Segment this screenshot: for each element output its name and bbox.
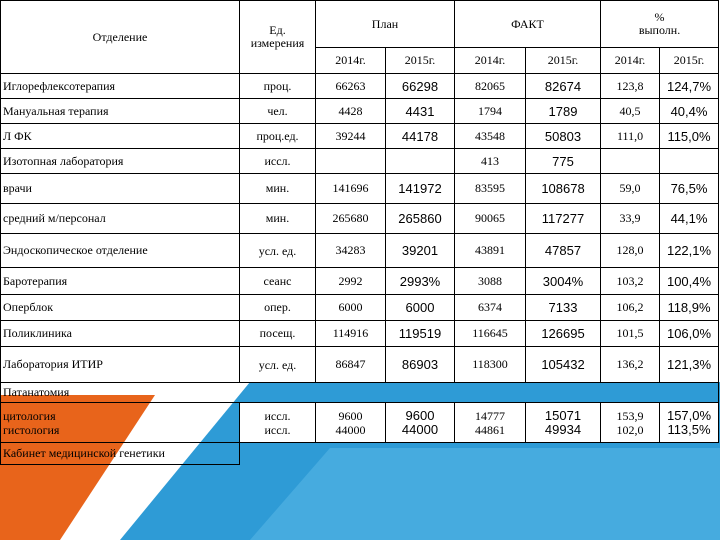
fact-2014-cell: 43891 — [455, 234, 526, 268]
fact-2015-header: 2015г. — [526, 48, 601, 74]
fact-2015-cell: 1789 — [526, 99, 601, 124]
department-cell: Л ФК — [1, 124, 240, 149]
plan-2014-cell: 4428 — [316, 99, 386, 124]
pct-2015-cell — [660, 149, 719, 174]
fact-2014-cell: 43548 — [455, 124, 526, 149]
pct-2014-cell: 128,0 — [601, 234, 660, 268]
plan-2015-header: 2015г. — [386, 48, 455, 74]
department-cell: средний м/персонал — [1, 204, 240, 234]
pct-2015-cell: 118,9% — [660, 295, 719, 321]
pct-2015-cell: 115,0% — [660, 124, 719, 149]
unit-cell: усл. ед. — [240, 234, 316, 268]
fact-2014-cell: 6374 — [455, 295, 526, 321]
fact-2015-cell: 82674 — [526, 74, 601, 99]
fact-2015-cell: 47857 — [526, 234, 601, 268]
fact-2014-cell: 1794 — [455, 99, 526, 124]
table-row — [1, 321, 719, 347]
plan-2014-header: 2014г. — [316, 48, 386, 74]
fact-2015-cell: 775 — [526, 149, 601, 174]
table-row — [1, 74, 719, 99]
department-cell: врачи — [1, 174, 240, 204]
pct-2014-cell: 59,0 — [601, 174, 660, 204]
plan-2015-cell: 6000 — [386, 295, 455, 321]
pct-2015-cell: 100,4% — [660, 268, 719, 295]
pathology-title: Патанатомия — [1, 383, 719, 403]
fact-2015-cell: 108678 — [526, 174, 601, 204]
unit-cell: усл. ед. — [240, 347, 316, 383]
fact-2015-cell: 126695 — [526, 321, 601, 347]
table-row — [1, 268, 719, 295]
table-row — [1, 149, 719, 174]
header-fact: ФАКТ — [455, 1, 601, 48]
department-cell: Иглорефлексотерапия — [1, 74, 240, 99]
fact-2014-cell: 83595 — [455, 174, 526, 204]
plan-2014-cell: 2992 — [316, 268, 386, 295]
unit-cell: мин. — [240, 204, 316, 234]
pct-2014-cell: 103,2 — [601, 268, 660, 295]
fact-2014-cell: 3088 — [455, 268, 526, 295]
fact-2015-cell: 15071 49934 — [526, 403, 601, 443]
plan-2014-cell: 265680 — [316, 204, 386, 234]
unit-cell: сеанс — [240, 268, 316, 295]
pct-2015-cell: 40,4% — [660, 99, 719, 124]
unit-cell: чел. — [240, 99, 316, 124]
pct-2015-cell: 124,7% — [660, 74, 719, 99]
plan-2014-cell — [316, 149, 386, 174]
fact-2015-cell: 50803 — [526, 124, 601, 149]
pct-2015-cell: 76,5% — [660, 174, 719, 204]
department-cell: Баротерапия — [1, 268, 240, 295]
plan-2014-cell: 34283 — [316, 234, 386, 268]
genetics-row — [1, 443, 719, 465]
header-unit: Ед. измерения — [240, 1, 316, 74]
department-cell: Оперблок — [1, 295, 240, 321]
pct-2015-cell: 106,0% — [660, 321, 719, 347]
table-row — [1, 174, 719, 204]
plan-2015-cell: 265860 — [386, 204, 455, 234]
plan-2015-cell: 39201 — [386, 234, 455, 268]
unit-cell: проц.ед. — [240, 124, 316, 149]
plan-2014-cell: 39244 — [316, 124, 386, 149]
pct-2014-cell: 40,5 — [601, 99, 660, 124]
plan-2015-cell: 4431 — [386, 99, 455, 124]
pct-2015-cell: 44,1% — [660, 204, 719, 234]
fact-2014-cell: 90065 — [455, 204, 526, 234]
fact-2015-cell: 105432 — [526, 347, 601, 383]
header-department: Отделение — [1, 1, 240, 74]
pct-2015-header: 2015г. — [660, 48, 719, 74]
pct-2014-cell — [601, 149, 660, 174]
fact-2014-cell: 413 — [455, 149, 526, 174]
header-plan: План — [316, 1, 455, 48]
plan-2015-cell: 119519 — [386, 321, 455, 347]
pct-2015-cell: 121,3% — [660, 347, 719, 383]
plan-2014-cell: 86847 — [316, 347, 386, 383]
fact-2015-cell: 7133 — [526, 295, 601, 321]
header-percent: % выполн. — [601, 1, 719, 48]
fact-2014-cell: 14777 44861 — [455, 403, 526, 443]
pct-2015-cell: 157,0% 113,5% — [660, 403, 719, 443]
pathology-title-row — [1, 383, 719, 403]
plan-2015-cell: 2993% — [386, 268, 455, 295]
department-cell: Эндоскопическое отделение — [1, 234, 240, 268]
unit-cell: проц. — [240, 74, 316, 99]
pct-2015-cell: 122,1% — [660, 234, 719, 268]
fact-2014-cell: 82065 — [455, 74, 526, 99]
unit-cell: мин. — [240, 174, 316, 204]
plan-2014-cell: 9600 44000 — [316, 403, 386, 443]
department-cell: Поликлиника — [1, 321, 240, 347]
fact-2014-cell: 116645 — [455, 321, 526, 347]
plan-2015-cell: 66298 — [386, 74, 455, 99]
pct-2014-header: 2014г. — [601, 48, 660, 74]
plan-2014-cell: 66263 — [316, 74, 386, 99]
table-row — [1, 295, 719, 321]
department-cell: Лаборатория ИТИР — [1, 347, 240, 383]
plan-2015-cell: 141972 — [386, 174, 455, 204]
department-cell: Изотопная лаборатория — [1, 149, 240, 174]
unit-cell: иссл. — [240, 149, 316, 174]
pct-2014-cell: 136,2 — [601, 347, 660, 383]
department-cell: Мануальная терапия — [1, 99, 240, 124]
plan-2014-cell: 141696 — [316, 174, 386, 204]
fact-2015-cell: 117277 — [526, 204, 601, 234]
genetics-cell: Кабинет медицинской генетики — [1, 443, 240, 465]
fact-2014-cell: 118300 — [455, 347, 526, 383]
plan-2014-cell: 6000 — [316, 295, 386, 321]
table-row — [1, 99, 719, 124]
fact-2015-cell: 3004% — [526, 268, 601, 295]
pct-2014-cell: 111,0 — [601, 124, 660, 149]
table-row — [1, 124, 719, 149]
pct-2014-cell: 153,9 102,0 — [601, 403, 660, 443]
plan-2014-cell: 114916 — [316, 321, 386, 347]
pct-2014-cell: 106,2 — [601, 295, 660, 321]
table-row — [1, 347, 719, 383]
table-row — [1, 234, 719, 268]
pct-2014-cell: 101,5 — [601, 321, 660, 347]
plan-2015-cell — [386, 149, 455, 174]
unit-cell: иссл. иссл. — [240, 403, 316, 443]
plan-2015-cell: 44178 — [386, 124, 455, 149]
fact-2014-header: 2014г. — [455, 48, 526, 74]
plan-2015-cell: 9600 44000 — [386, 403, 455, 443]
pathology-subsections: цитология гистология — [1, 403, 240, 443]
unit-cell: опер. — [240, 295, 316, 321]
plan-2015-cell: 86903 — [386, 347, 455, 383]
header-row — [1, 1, 719, 48]
pct-2014-cell: 33,9 — [601, 204, 660, 234]
table-row — [1, 204, 719, 234]
empty-cell — [240, 443, 719, 465]
unit-cell: посещ. — [240, 321, 316, 347]
pathology-row — [1, 403, 719, 443]
pct-2014-cell: 123,8 — [601, 74, 660, 99]
